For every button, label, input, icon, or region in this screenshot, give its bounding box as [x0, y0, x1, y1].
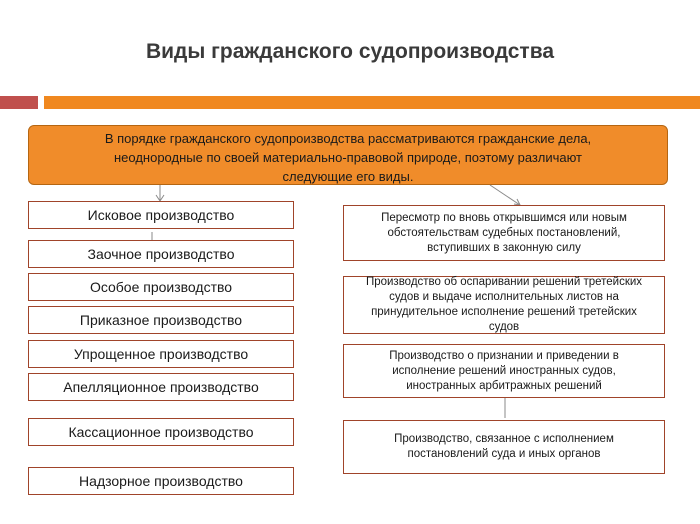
kind-box-enforcement: [343, 420, 665, 474]
banner-line: неоднородные по своей материально-правовой природе, поэтому различают: [113, 150, 583, 165]
kind-box-arbitration: [343, 276, 665, 334]
kind-box-supervisory: Надзорное производство: [28, 467, 294, 495]
kind-box-default: Заочное производство: [28, 240, 294, 268]
kind-box-order: Приказное производство: [28, 306, 294, 334]
box-line: вступивших в законную силу: [427, 241, 581, 254]
box-line: принудительное исполнение решений третейских: [371, 306, 637, 318]
accent-bar-orange: [44, 96, 700, 109]
banner-line: В порядке гражданского судопроизводства рассматриваются гражданские дела,: [104, 131, 592, 146]
box-line: постановлений суда и иных органов: [407, 448, 601, 460]
box-line: исполнение решений иностранных судов,: [392, 364, 616, 377]
kind-box-appeal: Апелляционное производство: [28, 373, 294, 401]
box-line: судов и выдаче исполнительных листов на: [389, 291, 619, 303]
kind-box-foreign-recognition: [343, 344, 665, 398]
box-line: Производство, связанное с исполнением: [394, 433, 614, 445]
page-title: Виды гражданского судопроизводства: [145, 40, 555, 63]
box-line: Пересмотр по вновь открывшимся или новым: [381, 211, 627, 224]
kind-box-claim: Исковое производство: [28, 201, 294, 229]
box-line: судов: [488, 321, 520, 333]
kind-box-cassation: Кассационное производство: [28, 418, 294, 446]
kind-box-review: [343, 205, 665, 261]
kind-box-special: Особое производство: [28, 273, 294, 301]
kind-box-simplified: Упрощенное производство: [28, 340, 294, 368]
intro-banner: [28, 125, 668, 185]
box-line: обстоятельствам судебных постановлений,: [387, 226, 621, 239]
box-line: Производство об оспаривании решений третейских: [365, 276, 643, 288]
accent-bar-red: [0, 96, 38, 109]
box-line: иностранных арбитражных решений: [406, 379, 602, 392]
box-line: Производство о признании и приведении в: [389, 349, 619, 362]
banner-line: следующие его виды.: [282, 169, 414, 184]
